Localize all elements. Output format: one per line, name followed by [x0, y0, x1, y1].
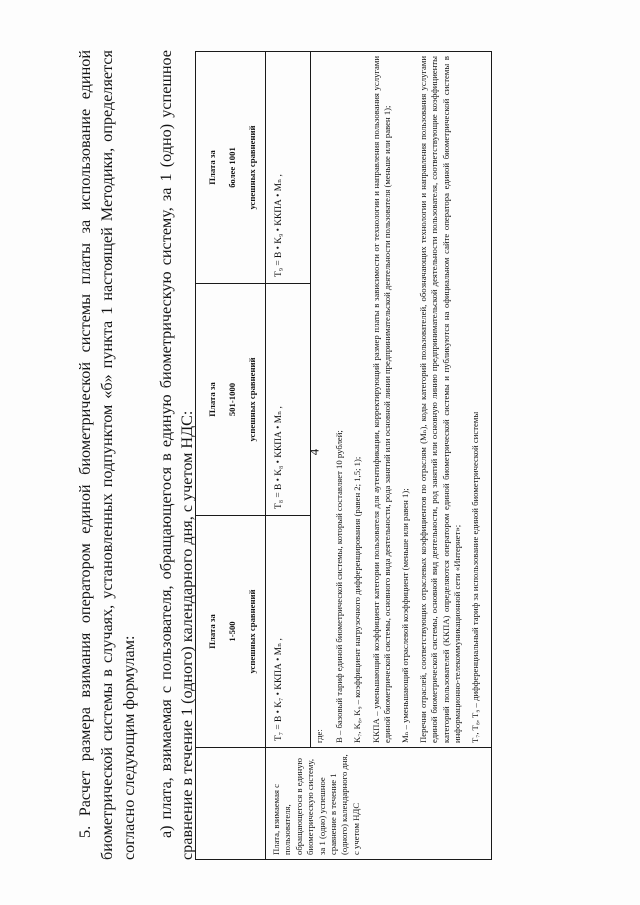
page-number: 4: [306, 448, 322, 456]
header-cell-2: [196, 284, 266, 516]
formula-t7: T₇ = B • K₇ • KКПА • Mₙ ,: [266, 516, 311, 748]
formula-t9: T₉ = B • K₉ • KКПА • Mₙ ,: [266, 52, 311, 284]
intro-paragraph: 5. Расчет размера взимания оператором единой биометрической системы платы за использование единой биометрической системы в случаях, установленных подпунктом «б» пункта 1 настоящей Методики, определяется согласно следующим формулам:: [76, 50, 138, 860]
header-cell-1: [196, 516, 266, 748]
header-3-line1: Плата за: [207, 150, 217, 185]
header-3-line2: более 1001: [227, 147, 237, 188]
header-2-line1: Плата за: [207, 382, 217, 417]
tariff-table: [195, 51, 492, 860]
definition-kkpa: KКПА – уменьшающий коэффициент категории пользователя для аутентификации, корректирующий размер платы в зависимости от технологии и направления пользования услугами единой биометрической системы, основного вида деятельности, рода занятий или основной линии предпринимательской деятельности пользователя (меньше или равен 1);: [370, 56, 392, 743]
definitions-row: [311, 52, 492, 860]
header-2-line2: 501-1000: [227, 382, 237, 417]
formula-row: [266, 52, 311, 860]
definition-k: K₇, K₈, K₉ – коэффициент нагрузочного дифференцирования (равен 2; 1,5; 1);: [352, 456, 363, 743]
header-1-line3: успешных сравнений: [247, 589, 257, 674]
subheading-paragraph: а) плата, взимаемая с пользователя, обращающегося в единую биометрическую систему, за 1 (одно) успешное сравнение в течение 1 (одного) календарного дня, с учетом НДС:: [157, 50, 196, 860]
definition-t: T₇, T₈, T₉ – дифференциальный тариф за использование единой биометрической системы: [470, 411, 481, 743]
definition-b: B – базовый тариф единой биометрической системы, который составляет 10 рублей;: [334, 430, 345, 743]
definitions-cell: [311, 52, 492, 748]
definition-mn: Mₙ – уменьшающий отраслевой коэффициент (меньше или равен 1);: [400, 488, 411, 743]
formula-t8: T₈ = B • K₈ • KКПА • Mₙ ,: [266, 284, 311, 516]
header-3-line3: успешных сравнений: [247, 125, 257, 210]
header-empty-cell: [196, 748, 266, 860]
row-label: Плата, взимаемая с пользователя, обращающегося в единую биометрическую систему, за 1 (одно) успешное сравнение в течение 1 (одного) календарного дня, с учетом НДС: [266, 748, 492, 860]
header-1-line1: Плата за: [207, 614, 217, 649]
header-2-line3: успешных сравнений: [247, 357, 257, 442]
header-1-line2: 1-500: [227, 621, 237, 642]
where-label: где:: [314, 729, 324, 743]
header-cell-3: [196, 52, 266, 284]
rotated-content: [68, 45, 638, 880]
table-header-row: [196, 52, 266, 860]
definition-lists: Перечни отраслей, соответствующих отраслевых коэффициентов по отраслям (Mₙ), коды категорий пользователей, обозначающих технологии и направления пользования услугами единой биометрической системы, основной вид деятельности, род занятий или основную линию предпринимательской деятельности пользователя, соответствующие коэффициенты категорий пользователей (KКПА) определяются оператором единой биометрической системы и публикуются на официальном сайте оператора единой биометрической системы в информационно-телекоммуникационной сети «Интернет»;: [418, 56, 462, 743]
